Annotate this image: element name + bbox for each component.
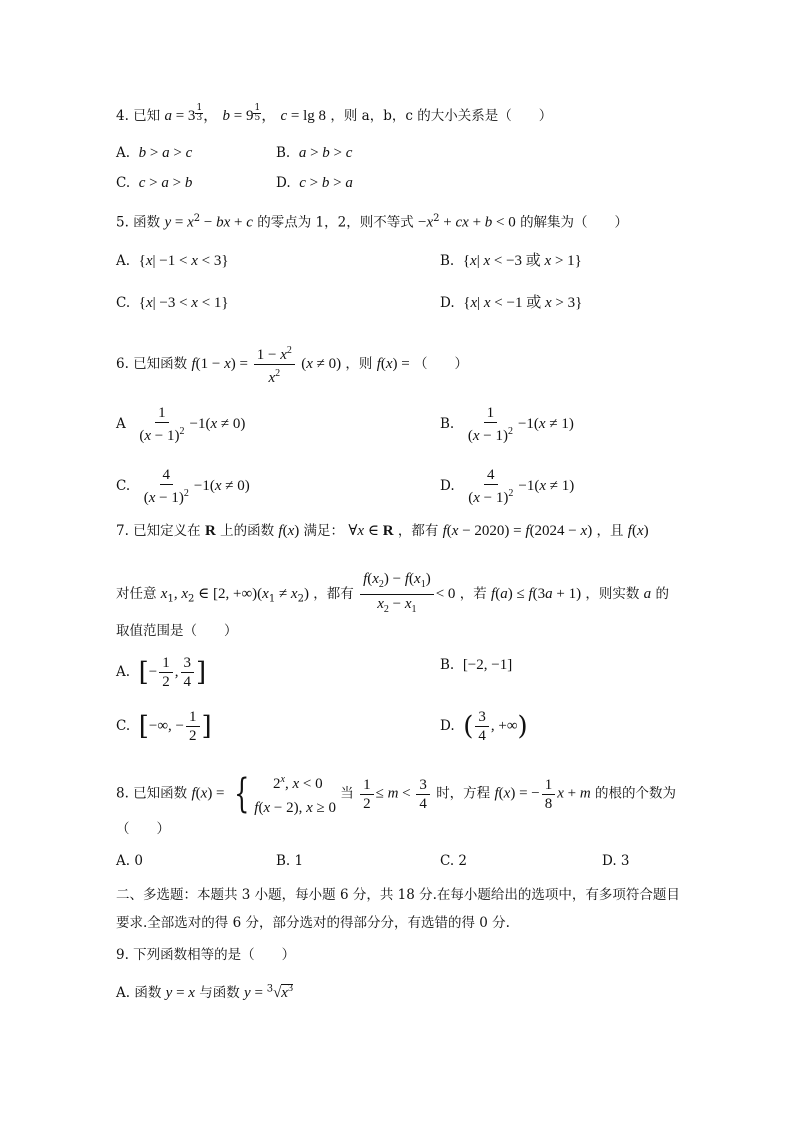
- q8-option-a[interactable]: A. 0: [116, 853, 143, 869]
- q4-stem-text-2: ，则 a，b，c 的大小关系是（ ）: [330, 108, 553, 124]
- question-5-stem: 5. 函数 $y = x^2$ − bx + c 的零点为 1，2，则不等式 $-x^2$ + cx + b < 0 的解集为（ ）: [116, 213, 629, 231]
- q6-option-b[interactable]: B. $\frac{1}{(x - 1)^2}$ −1(x ≠ 1): [440, 405, 574, 444]
- section-2-header-line-1: 二、多选题：本题共 3 小题，每小题 6 分，共 18 分.在每小题给出的选项中，有多项符合题目: [116, 887, 680, 903]
- q8-paren: （ ）: [116, 821, 170, 837]
- question-7-line-3: 取值范围是（ ）: [116, 623, 238, 639]
- q7-option-d[interactable]: D. ( $\frac{3}{4}$ , +∞): [440, 709, 528, 744]
- question-8-stem: 8. 已知函数 f(x) = { 2$^x$, x < 0 f(x − 2), x ≥ 0 当 $\frac{1}{2}$ ≤ m < $\frac{3}{4}$ 时，方程 f(x) = − $\frac{1}{8}$ x + m 的根的个数为: [116, 771, 677, 817]
- q4-stem-text: 4. 已知: [116, 108, 161, 124]
- question-7-line-2: 对任意 $x_1$, $x_2$ ∈ [2, $+\infty)(x_1 \ne x_2)$ ，都有 $\frac{f(x_2) - f(x_1)}{x_2 - x_1}$ < 0 ，若 f(a) ≤ f(3a + 1) ，则实数 a 的: [116, 571, 669, 615]
- question-9-stem: 9. 下列函数相等的是（ ）: [116, 947, 296, 963]
- q6-option-a[interactable]: A $\frac{1}{(x - 1)^2}$ −1(x ≠ 0): [116, 405, 246, 444]
- q4-option-d[interactable]: D. c > b > a: [276, 175, 353, 191]
- q7-option-b[interactable]: B. [−2, −1]: [440, 657, 513, 673]
- q9-option-a[interactable]: A. 函数 y = x 与函数 $y = ^3√x^3$: [116, 983, 293, 1001]
- q4-option-a[interactable]: A. b > a > c: [116, 145, 193, 161]
- q4-option-b[interactable]: B. a > b > c: [276, 145, 353, 161]
- q8-option-c[interactable]: C. 2: [440, 853, 468, 869]
- q8-option-b[interactable]: B. 1: [276, 853, 304, 869]
- q5-option-d[interactable]: D. {x| x < −1 或 x > 3}: [440, 295, 583, 311]
- q7-option-a[interactable]: A. [− $\frac{1}{2}$ , $\frac{3}{4}$ ]: [116, 655, 207, 690]
- q4-option-c[interactable]: C. c > a > b: [116, 175, 193, 191]
- q7-option-c[interactable]: C. [−∞, − $\frac{1}{2}$ ]: [116, 709, 212, 744]
- question-4-stem: 4. 已知 a = 3 $\frac{1}{3}$ ， b = 9 $\frac{1}{5}$ ， c = lg 8 ，则 a，b，c 的大小关系是（ ）: [116, 103, 553, 124]
- q6-option-c[interactable]: C. $\frac{4}{(x - 1)^2}$ −1(x ≠ 0): [116, 467, 250, 506]
- q5-option-a[interactable]: A. {x| −1 < x < 3}: [116, 253, 229, 269]
- q5-option-c[interactable]: C. {x| −3 < x < 1}: [116, 295, 229, 311]
- section-2-header-line-2: 要求.全部选对的得 6 分，部分选对的得部分分，有选错的得 0 分.: [116, 915, 510, 931]
- question-7-stem: 7. 已知定义在 R 上的函数 f(x) 满足： ∀x ∈ R ，都有 f(x − 2020) = f(2024 − x) ，且 f(x): [116, 523, 649, 539]
- q8-option-d[interactable]: D. 3: [602, 853, 630, 869]
- q6-option-d[interactable]: D. $\frac{4}{(x - 1)^2}$ −1(x ≠ 1): [440, 467, 575, 506]
- q5-option-b[interactable]: B. {x| x < −3 或 x > 1}: [440, 253, 582, 269]
- question-6-stem: 6. 已知函数 f(1 − x) = $\frac{1 - x^2}{x^2}$ (x ≠ 0) ，则 f(x) = （ ）: [116, 342, 468, 387]
